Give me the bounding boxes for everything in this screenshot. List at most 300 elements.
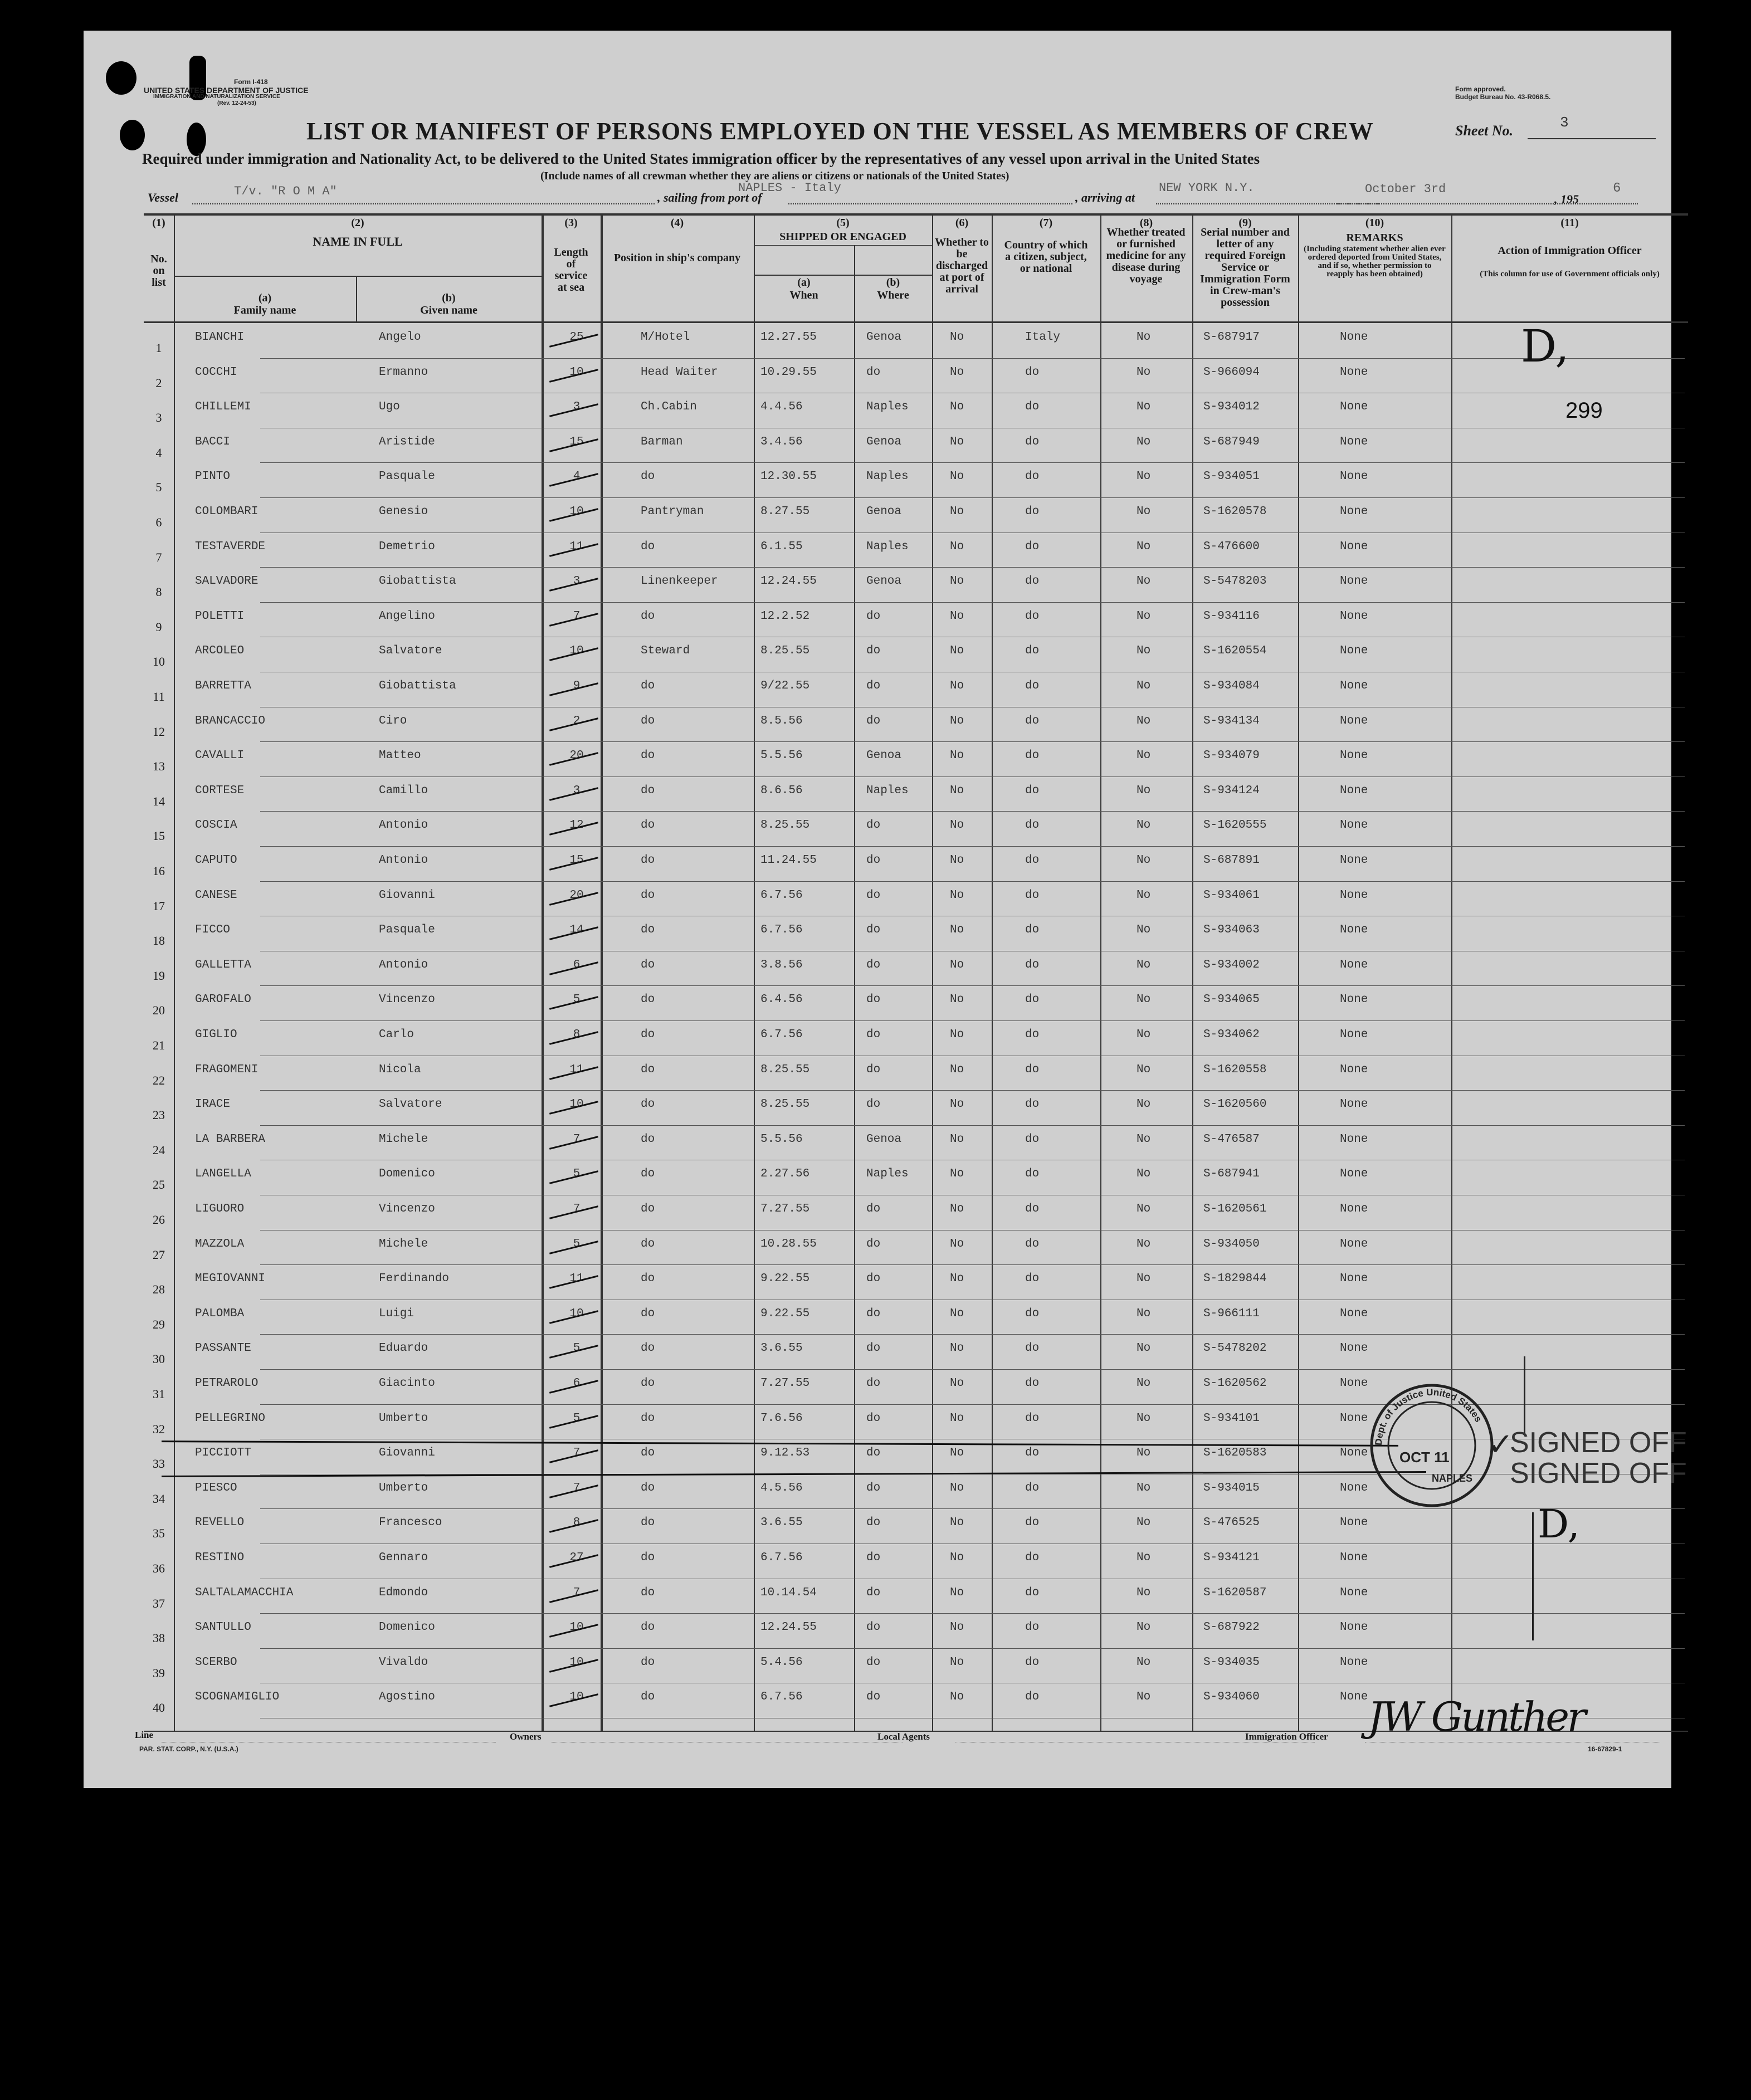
length-of-service: 10 <box>569 365 584 379</box>
discharged: No <box>950 644 964 658</box>
service: IMMIGRATION AND NATURALIZATION SERVICE <box>153 94 280 100</box>
remarks: None <box>1340 435 1368 448</box>
family-name: TESTAVERDE <box>195 540 266 553</box>
family-name: COCCHI <box>195 365 237 379</box>
discharged: No <box>950 924 964 937</box>
shipped-when: 6.7.56 <box>760 1691 803 1704</box>
given-name: Vivaldo <box>379 1655 428 1669</box>
country: do <box>1025 365 1040 379</box>
form-number: Form I-418 <box>234 78 268 86</box>
family-name: GIGLIO <box>195 1028 237 1041</box>
length-of-service: 3 <box>573 401 581 414</box>
position: Pantryman <box>641 505 704 518</box>
medicine: No <box>1137 470 1151 484</box>
country: do <box>1025 993 1040 1007</box>
given-name: Genesio <box>379 505 428 518</box>
manifest-sheet: Form I-418 UNITED STATES DEPARTMENT OF JUSTICE IMMIGRATION AND NATURALIZATION SERVICE (Rev. 12-24-53) Form approved. Budget Bureau No. 43-R068.5. LIST OR MANIFEST OF PERSONS EMPLOYED ON THE VESSEL AS MEMBERS OF CREW Sheet No. 3 Required under immigration and Nationality Act, to be delivered to the United States immigration officer by the representatives of any vessel upon arrival in the United States (Include names of all crewman whether they are aliens or citizens or nationals of the United States) Vessel T/v. "R O M A" , sailing from port of NAPLES - Italy , arriving at NEW YORK N.Y. October 3rd , 195 6 (1) No. on list (2) NAME IN FULL (a) Family name (b) Given name (3) Length of service at sea (4) Position in ship's company (5) SHIPPED OR ENGAGED (a) When (b) Where (6) Whether to be discharged at port of arrival (7) Country of which a citizen, subject, or national (8) Whether treated or furnished medicine for any disease during voyage (9) Serial number and letter of any required Foreign Service or Immigration Form in Crew-man's possession (10) REMARKS (Including statement whether alien ever ordered deported from United States, and if so, whether permission to reapply has been obtained) (11) Action of Immigration Officer (This column for use of Government officials only) 1 BIANCHI Angelo 25 M/Hotel 12.27.55 Genoa No Italy No S-687917 None 2 COCCHI Ermanno 10 Head Waiter 10.29.55 do No do No S-966094 None 3 CHILLEMI Ugo 3 Ch.Cabin 4.4.56 Naples No do No S-934012 None 4 BACCI Aristide 15 Barman 3.4.56 Genoa No do No S-687949 None 5 PINTO Pasquale 4 do 12.30.55 Naples No do No S-934051 None 6 COLOMBARI Genesio 10 Pantryman 8.27.55 Genoa No do No S-1620578 None 7 TESTAVERDE Demetrio 11 do 6.1.55 Naples No do No S-476600 None 8 SALVADORE Giobattista 3 Linenkeeper 12.24.55 Genoa No do No S-5478203 None 9 POLETTI Angelino 7 do 12.2.52 do No do No S-934116 None 10 ARCOLEO Salvatore 10 Steward 8.25.55 do No do No S-1620554 None 11 BARRETTA Giobattista 9 do 9/22.55 do No do No S-934084 None 12 BRANCACCIO Ciro 2 do 8.5.56 do No do No S-934134 None 13 CAVALLI Matteo 20 do 5.5.56 Genoa No do No S-934079 None 14 CORTESE Camillo 3 do 8.6.56 Naples No do No S-934124 None 15 COSCIA Antonio 12 do 8.25.55 do No do No S-1620555 None 16 CAPUTO Antonio 15 do 11.24.55 do No do No S-687891 None 17 CANESE Giovanni 20 do 6.7.56 do No do No S-934061 None 18 FICCO Pasquale 14 do 6.7.56 do No do No S-934063 None 19 GALLETTA Antonio 6 do 3.8.56 do No do No S-934002 None 20 GAROFALO Vincenzo 5 do 6.4.56 do No do No S-934065 None 21 GIGLIO Carlo 8 do 6.7.56 do No do No S-934062 None 22 FRAGOMENI Nicola 11 do 8.25.55 do No do No S-1620558 None 23 IRACE Salvatore 10 do 8.25.55 do No do No S-1620560 None 24 LA BARBERA Michele 7 do 5.5.56 Genoa No do No S-476587 None 25 LANGELLA Domenico 5 do 2.27.56 Naples No do No S-687941 None 26 LIGUORO Vincenzo 7 do 7.27.55 do No do No S-1620561 None 27 MAZZOLA Michele 5 do 10.28.55 do No do No S-934050 None 28 MEGIOVANNI Ferdinando 11 do 9.22.55 do No do No S-1829844 None 29 PALOMBA Luigi 10 do 9.22.55 do No do No S-966111 None 30 PASSANTE Eduardo 5 do 3.6.55 do No do No S-5478202 None 31 PETRAROLO Giacinto 6 do 7.27.55 do No do No S-1620562 None 32 PELLEGRINO Umberto 5 do 7.6.56 do No do No S-934101 None 33 PICCIOTT Giovanni 7 do 9.12.53 do No do No S-1620583 None 34 PIESCO Umberto 7 do 4.5.56 do No do No S-934015 None 35 REVELLO Francesco 8 do 3.6.55 do No do No S-476525 None 36 RESTINO Gennaro 27 do 6.7.56 do No do No S-934121 None 37 SALTALAMACCHIA Edmondo 7 do 10.14.54 do No do No S-1620587 None 38 SANTULLO Domenico 10 do 12.24.55 do No do No S-687922 None 39 SCERBO Vivaldo 10 do 5.4.56 do No do No S-934035 None 40 SCOGNAMIGLIO Agostino 10 do 6.7.56 do No do No S-934060 None D, 299 D, SIGNED OFF SIGNED OFF ✓ Dept. of Justice United States OCT 11 NAPLES Line Owners Local Agents Immigration Officer PAR. STAT. CORP., N.Y. (U.S.A.) 16-67829-1 JW Gunther <box>84 31 1671 1788</box>
shipped-where: do <box>866 1481 881 1495</box>
length-of-service: 15 <box>569 435 584 448</box>
position: do <box>641 1481 655 1495</box>
row-number: 10 <box>153 655 165 669</box>
serial-number: S-1620554 <box>1203 644 1267 658</box>
shipped-where: do <box>866 1655 881 1669</box>
country: do <box>1025 680 1040 692</box>
medicine: No <box>1137 1551 1151 1564</box>
family-name: REVELLO <box>195 1516 245 1530</box>
country: do <box>1025 1655 1040 1669</box>
remarks: None <box>1340 993 1368 1007</box>
shipped-where: do <box>866 609 881 623</box>
discharged: No <box>950 784 964 797</box>
country: do <box>1025 1447 1040 1460</box>
length-of-service: 10 <box>569 1098 584 1111</box>
row-number: 18 <box>153 934 165 948</box>
length-of-service: 7 <box>573 1203 581 1215</box>
shipped-where: do <box>866 1377 881 1390</box>
length-of-service: 5 <box>573 1237 581 1251</box>
year-prefix: , 195 <box>1554 192 1579 206</box>
medicine: No <box>1137 1028 1151 1041</box>
discharged: No <box>950 1168 964 1181</box>
family-name: LANGELLA <box>195 1168 251 1181</box>
length-of-service: 10 <box>569 1621 584 1634</box>
medicine: No <box>1137 1098 1151 1111</box>
header-length-of-service: Length of service at sea <box>554 246 588 294</box>
position: do <box>641 924 655 937</box>
given-name: Giobattista <box>379 575 456 588</box>
position: do <box>641 540 655 553</box>
length-of-service: 2 <box>573 714 581 727</box>
country: do <box>1025 1621 1040 1634</box>
given-name: Angelo <box>379 331 421 344</box>
medicine: No <box>1137 1655 1151 1669</box>
country: do <box>1025 1481 1040 1495</box>
row-number: 4 <box>155 445 162 460</box>
serial-number: S-934063 <box>1203 924 1260 937</box>
given-name: Ciro <box>379 714 407 727</box>
remarks: None <box>1340 1168 1368 1181</box>
length-of-service: 7 <box>573 1586 581 1599</box>
remarks: None <box>1340 1377 1368 1390</box>
family-name: BARRETTA <box>195 680 251 692</box>
country: do <box>1025 1307 1040 1320</box>
serial-number: S-934015 <box>1203 1481 1260 1495</box>
length-of-service: 3 <box>573 575 581 588</box>
discharged: No <box>950 1203 964 1215</box>
remarks: None <box>1340 1621 1368 1634</box>
shipped-where: do <box>866 888 881 902</box>
row-number: 12 <box>153 724 165 739</box>
shipped-when: 8.27.55 <box>760 505 810 518</box>
medicine: No <box>1137 749 1151 763</box>
family-name: PINTO <box>195 470 231 484</box>
serial-number: S-687941 <box>1203 1168 1260 1181</box>
footer-immigration-officer: Immigration Officer <box>1245 1731 1328 1742</box>
medicine: No <box>1137 1168 1151 1181</box>
position: do <box>641 1063 655 1076</box>
remarks: None <box>1340 924 1368 937</box>
family-name: COLOMBARI <box>195 505 258 518</box>
length-of-service: 7 <box>573 1481 581 1495</box>
row-number: 23 <box>153 1108 165 1122</box>
year-suffix: 6 <box>1613 181 1621 196</box>
country: do <box>1025 505 1040 518</box>
vessel-label: Vessel <box>148 191 178 204</box>
discharged: No <box>950 1516 964 1530</box>
shipped-when: 11.24.55 <box>760 854 817 867</box>
shipped-when: 3.4.56 <box>760 435 803 448</box>
position: Ch.Cabin <box>641 401 697 414</box>
footer-code: 16-67829-1 <box>1588 1745 1622 1753</box>
shipped-when: 9.12.53 <box>760 1447 810 1460</box>
budget-bureau: Budget Bureau No. 43-R068.5. <box>1455 93 1551 101</box>
given-name: Francesco <box>379 1516 442 1530</box>
position: do <box>641 749 655 763</box>
serial-number: S-1620587 <box>1203 1586 1267 1599</box>
serial-number: S-934121 <box>1203 1551 1260 1564</box>
form-title: LIST OR MANIFEST OF PERSONS EMPLOYED ON THE VESSEL AS MEMBERS OF CREW <box>306 118 1374 145</box>
medicine: No <box>1137 993 1151 1007</box>
position: do <box>641 888 655 902</box>
serial-number: S-1620583 <box>1203 1447 1267 1460</box>
punch-hole-top <box>106 61 136 95</box>
row-number: 25 <box>153 1178 165 1192</box>
country: do <box>1025 1551 1040 1564</box>
country: do <box>1025 958 1040 971</box>
length-of-service: 27 <box>569 1551 584 1564</box>
medicine: No <box>1137 331 1151 344</box>
row-number: 34 <box>153 1491 165 1506</box>
family-name: IRACE <box>195 1098 231 1111</box>
shipped-where: Genoa <box>866 435 902 448</box>
row-number: 29 <box>153 1317 165 1331</box>
serial-number: S-934084 <box>1203 680 1260 692</box>
family-name: PICCIOTT <box>195 1447 251 1460</box>
family-name: PALOMBA <box>195 1307 245 1320</box>
position: do <box>641 993 655 1007</box>
shipped-where: Genoa <box>866 1132 902 1146</box>
row-number: 33 <box>153 1457 165 1471</box>
length-of-service: 10 <box>569 1655 584 1669</box>
discharged: No <box>950 1655 964 1669</box>
position: do <box>641 1655 655 1669</box>
position: do <box>641 1551 655 1564</box>
shipped-where: do <box>866 1098 881 1111</box>
header-shipped-or-engaged: SHIPPED OR ENGAGED <box>779 231 906 243</box>
family-name: LA BARBERA <box>195 1132 266 1146</box>
row-number: 27 <box>153 1247 165 1262</box>
length-of-service: 7 <box>573 609 581 623</box>
remarks: None <box>1340 1447 1368 1460</box>
row-number: 7 <box>155 550 162 564</box>
serial-number: S-934065 <box>1203 993 1260 1007</box>
row-number: 5 <box>155 480 162 495</box>
shipped-when: 4.5.56 <box>760 1481 803 1495</box>
discharged: No <box>950 819 964 832</box>
header-country: Country of which a citizen, subject, or national <box>1004 239 1088 275</box>
row-number: 30 <box>153 1352 165 1366</box>
remarks: None <box>1340 1272 1368 1286</box>
shipped-when: 6.7.56 <box>760 1028 803 1041</box>
length-of-service: 3 <box>573 784 581 797</box>
footer-local-agents: Local Agents <box>877 1731 930 1742</box>
shipped-when: 12.2.52 <box>760 609 810 623</box>
discharged: No <box>950 1447 964 1460</box>
shipped-where: do <box>866 365 881 379</box>
remarks: None <box>1340 714 1368 727</box>
serial-number: S-934116 <box>1203 609 1260 623</box>
serial-number: S-1620562 <box>1203 1377 1267 1390</box>
footer-printer: PAR. STAT. CORP., N.Y. (U.S.A.) <box>139 1745 238 1753</box>
shipped-when: 9.22.55 <box>760 1307 810 1320</box>
country: do <box>1025 714 1040 727</box>
discharged: No <box>950 1098 964 1111</box>
shipped-where: do <box>866 1342 881 1355</box>
row-number: 36 <box>153 1561 165 1575</box>
position: do <box>641 1377 655 1390</box>
discharged: No <box>950 1307 964 1320</box>
row-number: 28 <box>153 1282 165 1297</box>
medicine: No <box>1137 1237 1151 1251</box>
remarks: None <box>1340 1132 1368 1146</box>
serial-number: S-934012 <box>1203 401 1260 414</box>
medicine: No <box>1137 819 1151 832</box>
shipped-where: Naples <box>866 540 909 553</box>
position: do <box>641 784 655 797</box>
row-number: 39 <box>153 1666 165 1680</box>
medicine: No <box>1137 1342 1151 1355</box>
shipped-when: 7.27.55 <box>760 1203 810 1215</box>
position: do <box>641 1203 655 1215</box>
length-of-service: 12 <box>569 819 584 832</box>
shipped-when: 7.27.55 <box>760 1377 810 1390</box>
family-name: BRANCACCIO <box>195 714 266 727</box>
country: do <box>1025 784 1040 797</box>
given-name: Domenico <box>379 1621 435 1634</box>
sheet-number: 3 <box>1560 114 1569 131</box>
remarks: None <box>1340 1342 1368 1355</box>
remarks: None <box>1340 1586 1368 1599</box>
shipped-where: Genoa <box>866 331 902 344</box>
discharged: No <box>950 609 964 623</box>
remarks: None <box>1340 1237 1368 1251</box>
given-name: Edmondo <box>379 1586 428 1599</box>
country: do <box>1025 540 1040 553</box>
remarks: None <box>1340 1551 1368 1564</box>
remarks: None <box>1340 401 1368 414</box>
position: do <box>641 1621 655 1634</box>
medicine: No <box>1137 784 1151 797</box>
given-name: Umberto <box>379 1481 428 1495</box>
shipped-where: do <box>866 1028 881 1041</box>
family-name: CORTESE <box>195 784 245 797</box>
header-serial-number: Serial number and letter of any required Foreign Service or Immigration Form in Crew-man's possession <box>1200 226 1290 309</box>
shipped-where: do <box>866 1307 881 1320</box>
country: do <box>1025 819 1040 832</box>
discharged: No <box>950 1272 964 1286</box>
family-name: BACCI <box>195 435 231 448</box>
d-mark-bottom: D, <box>1538 1501 1580 1547</box>
medicine: No <box>1137 1063 1151 1076</box>
given-name: Angelino <box>379 609 435 623</box>
position: Steward <box>641 644 690 658</box>
position: do <box>641 1237 655 1251</box>
medicine: No <box>1137 1516 1151 1530</box>
position: do <box>641 470 655 484</box>
given-name: Camillo <box>379 784 428 797</box>
given-name: Nicola <box>379 1063 421 1076</box>
seal-ring-text: Dept. of Justice United States <box>1373 1386 1484 1446</box>
shipped-when: 12.24.55 <box>760 575 817 588</box>
header-where: Where <box>877 289 909 301</box>
medicine: No <box>1137 1447 1151 1460</box>
header-action: Action of Immigration Officer <box>1498 245 1642 257</box>
medicine: No <box>1137 435 1151 448</box>
serial-number: S-966111 <box>1203 1307 1260 1320</box>
shipped-when: 6.7.56 <box>760 924 803 937</box>
serial-number: S-934060 <box>1203 1691 1260 1704</box>
shipped-where: do <box>866 854 881 867</box>
header-remarks: REMARKS <box>1346 232 1403 244</box>
discharged: No <box>950 714 964 727</box>
discharged: No <box>950 575 964 588</box>
row-number: 8 <box>155 585 162 599</box>
length-of-service: 15 <box>569 854 584 867</box>
shipped-where: Genoa <box>866 575 902 588</box>
shipped-where: do <box>866 1412 881 1425</box>
country: do <box>1025 1063 1040 1076</box>
discharged: No <box>950 958 964 971</box>
shipped-where: Naples <box>866 1168 909 1181</box>
row-number: 9 <box>155 619 162 634</box>
given-name: Aristide <box>379 435 435 448</box>
length-of-service: 11 <box>569 1063 584 1076</box>
row-number: 11 <box>153 690 165 704</box>
position: do <box>641 1098 655 1111</box>
remarks: None <box>1340 1307 1368 1320</box>
position: do <box>641 958 655 971</box>
medicine: No <box>1137 1412 1151 1425</box>
margin-number: 299 <box>1565 398 1603 423</box>
length-of-service: 7 <box>573 1132 581 1146</box>
family-name: SANTULLO <box>195 1621 251 1634</box>
position: Barman <box>641 435 683 448</box>
country: do <box>1025 1586 1040 1599</box>
serial-number: S-934134 <box>1203 714 1260 727</box>
country: do <box>1025 1516 1040 1530</box>
medicine: No <box>1137 854 1151 867</box>
medicine: No <box>1137 958 1151 971</box>
shipped-when: 3.6.55 <box>760 1516 803 1530</box>
row-number: 32 <box>153 1422 165 1436</box>
row-number: 22 <box>153 1073 165 1087</box>
vessel-name: T/v. "R O M A" <box>234 184 337 198</box>
remarks: None <box>1340 1412 1368 1425</box>
discharged: No <box>950 331 964 344</box>
position: do <box>641 819 655 832</box>
serial-number: S-476600 <box>1203 540 1260 553</box>
shipped-when: 9/22.55 <box>760 680 810 692</box>
remarks: None <box>1340 1691 1368 1704</box>
form-approved: Form approved. <box>1455 85 1506 93</box>
shipped-where: do <box>866 1691 881 1704</box>
shipped-when: 10.28.55 <box>760 1237 817 1251</box>
row-number: 17 <box>153 898 165 913</box>
serial-number: S-687917 <box>1203 331 1260 344</box>
shipped-where: Naples <box>866 401 909 414</box>
country: do <box>1025 435 1040 448</box>
family-name: LIGUORO <box>195 1203 245 1215</box>
family-name: CAVALLI <box>195 749 245 763</box>
length-of-service: 7 <box>573 1447 581 1460</box>
country: do <box>1025 924 1040 937</box>
punch-hole-mid <box>120 120 145 150</box>
discharged: No <box>950 854 964 867</box>
family-name: BIANCHI <box>195 331 245 344</box>
country: do <box>1025 1412 1040 1425</box>
country: do <box>1025 1691 1040 1704</box>
family-name: PELLEGRINO <box>195 1412 266 1425</box>
given-name: Giacinto <box>379 1377 435 1390</box>
medicine: No <box>1137 1481 1151 1495</box>
row-number: 19 <box>153 968 165 983</box>
row-number: 16 <box>153 864 165 878</box>
sheet-underline <box>1528 138 1656 139</box>
serial-number: S-934051 <box>1203 470 1260 484</box>
remarks: None <box>1340 958 1368 971</box>
family-name: PIESCO <box>195 1481 237 1495</box>
country: do <box>1025 1272 1040 1286</box>
remarks: None <box>1340 575 1368 588</box>
family-name: MAZZOLA <box>195 1237 245 1251</box>
row-number: 40 <box>153 1701 165 1715</box>
length-of-service: 6 <box>573 1377 581 1390</box>
shipped-when: 6.4.56 <box>760 993 803 1007</box>
serial-number: S-934002 <box>1203 958 1260 971</box>
family-name: POLETTI <box>195 609 245 623</box>
length-of-service: 5 <box>573 1342 581 1355</box>
remarks: None <box>1340 1063 1368 1076</box>
length-of-service: 25 <box>569 331 584 344</box>
discharged: No <box>950 993 964 1007</box>
given-name: Giovanni <box>379 888 435 902</box>
row-number: 15 <box>153 829 165 843</box>
remarks: None <box>1340 819 1368 832</box>
shipped-where: do <box>866 1237 881 1251</box>
length-of-service: 5 <box>573 1168 581 1181</box>
shipped-when: 8.6.56 <box>760 784 803 797</box>
shipped-where: do <box>866 644 881 658</box>
shipped-where: do <box>866 1551 881 1564</box>
length-of-service: 10 <box>569 1691 584 1704</box>
remarks: None <box>1340 1098 1368 1111</box>
medicine: No <box>1137 888 1151 902</box>
given-name: Giobattista <box>379 680 456 692</box>
sailing-label: , sailing from port of <box>657 191 762 204</box>
remarks: None <box>1340 609 1368 623</box>
seal-date: OCT 11 <box>1399 1449 1450 1466</box>
length-of-service: 10 <box>569 644 584 658</box>
shipped-when: 2.27.56 <box>760 1168 810 1181</box>
row-number: 14 <box>153 794 165 808</box>
given-name: Ermanno <box>379 365 428 379</box>
serial-number: S-1620558 <box>1203 1063 1267 1076</box>
position: do <box>641 1691 655 1704</box>
given-name: Pasquale <box>379 924 435 937</box>
shipped-where: Naples <box>866 470 909 484</box>
shipped-where: do <box>866 1586 881 1599</box>
discharged: No <box>950 749 964 763</box>
